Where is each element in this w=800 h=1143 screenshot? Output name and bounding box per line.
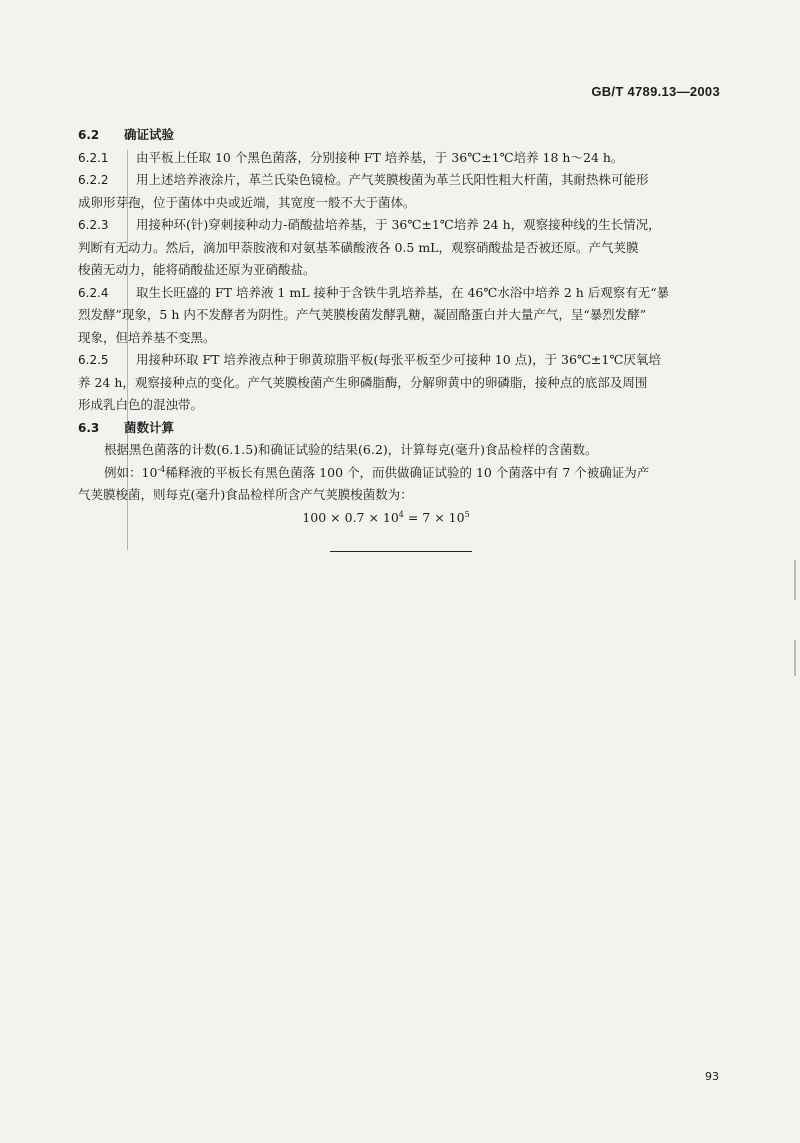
item-text-continued: 梭菌无动力，能将硝酸盐还原为亚硝酸盐。 — [78, 262, 316, 277]
item-text: 用上述培养液涂片，革兰氏染色镜检。产气荚膜梭菌为革兰氏阳性粗大杆菌，其耐热株可能形 — [136, 172, 649, 187]
item-6-2-1 — [78, 147, 728, 170]
section-number: 6.2 — [78, 128, 100, 142]
item-text-continued: 养 24 h，观察接种点的变化。产气荚膜梭菌产生卵磷脂酶，分解卵黄中的卵磷脂，接种点的底部及周围 — [78, 374, 648, 390]
item-text-continued: 烈发酵”现象，5 h 内不发酵者为阴性。产气荚膜梭菌发酵乳糖，凝固酪蛋白并大量产气，呈“暴烈发酵” — [78, 307, 647, 322]
item-number: 6.2.1 — [78, 150, 109, 165]
item-number: 6.2.2 — [78, 173, 109, 187]
example-line-2: 气荚膜梭菌，则每克(毫升)食品检样所含产气荚膜梭菌数为： — [78, 487, 413, 502]
item-number: 6.2.5 — [78, 353, 109, 367]
section-title: 确证试验 — [124, 127, 175, 142]
dilution-exponent: -4 — [157, 464, 166, 474]
item-text: 由平板上任取 10 个黑色菌落，分别接种 FT 培养基，于 36℃±1℃培养 18 h～24 h。 — [136, 149, 624, 165]
item-text: 用接种环取 FT 培养液点种于卵黄琼脂平板(每张平板至少可接种 10 点)，于 36℃±1℃厌氧培 — [136, 352, 661, 367]
result-formula — [78, 507, 728, 530]
section-6-3-heading — [78, 417, 728, 440]
scan-edge-mark — [794, 640, 796, 676]
formula-lhs-exponent: 4 — [398, 509, 404, 519]
item-number: 6.2.4 — [78, 285, 109, 300]
item-text: 取生长旺盛的 FT 培养液 1 mL 接种于含铁牛乳培养基，在 46℃水浴中培养 2 h 后观察有无“暴 — [136, 284, 670, 300]
item-text-continued: 成卵形芽孢，位于菌体中央或近端，其宽度一般不大于菌体。 — [78, 194, 416, 210]
item-number: 6.2.3 — [78, 218, 109, 232]
item-6-2-4 — [78, 282, 728, 305]
document-body — [78, 124, 728, 529]
item-6-2-5 — [78, 349, 728, 372]
example-text: 稀释液的平板长有黑色菌落 100 个，而供做确证试验的 10 个菌落中有 7 个被确证为产 — [165, 464, 650, 480]
section-6-2-heading — [78, 124, 728, 147]
item-text-continued: 形成乳白色的混浊带。 — [78, 397, 204, 412]
item-text: 用接种环(针)穿刺接种动力-硝酸盐培养基，于 36℃±1℃培养 24 h，观察接种线的生长情况， — [136, 217, 661, 232]
item-text-continued: 判断有无动力。然后，滴加甲萘胺液和对氨基苯磺酸液各 0.5 mL，观察硝酸盐是否被还原。产气荚膜 — [78, 239, 639, 255]
formula-lhs: 100 × 0.7 × 10 — [302, 509, 399, 525]
section-number: 6.3 — [78, 420, 100, 435]
item-6-2-3 — [78, 214, 728, 237]
formula-equals: = 7 × 10 — [403, 509, 465, 525]
end-of-section-rule — [330, 551, 472, 552]
example-line-1 — [78, 462, 728, 485]
page-number: 93 — [705, 1070, 719, 1083]
item-text-continued: 现象，但培养基不变黑。 — [78, 329, 216, 345]
calculation-paragraph: 根据黑色菌落的计数(6.1.5)和确证试验的结果(6.2)，计算每克(毫升)食品检样的含菌数。 — [104, 442, 598, 457]
section-title: 菌数计算 — [124, 419, 175, 435]
scan-edge-mark — [794, 560, 796, 600]
formula-rhs-exponent: 5 — [464, 509, 470, 519]
example-prefix: 例如：10 — [104, 464, 158, 480]
item-6-2-2 — [78, 169, 728, 192]
standard-code: GB/T 4789.13—2003 — [591, 84, 720, 99]
